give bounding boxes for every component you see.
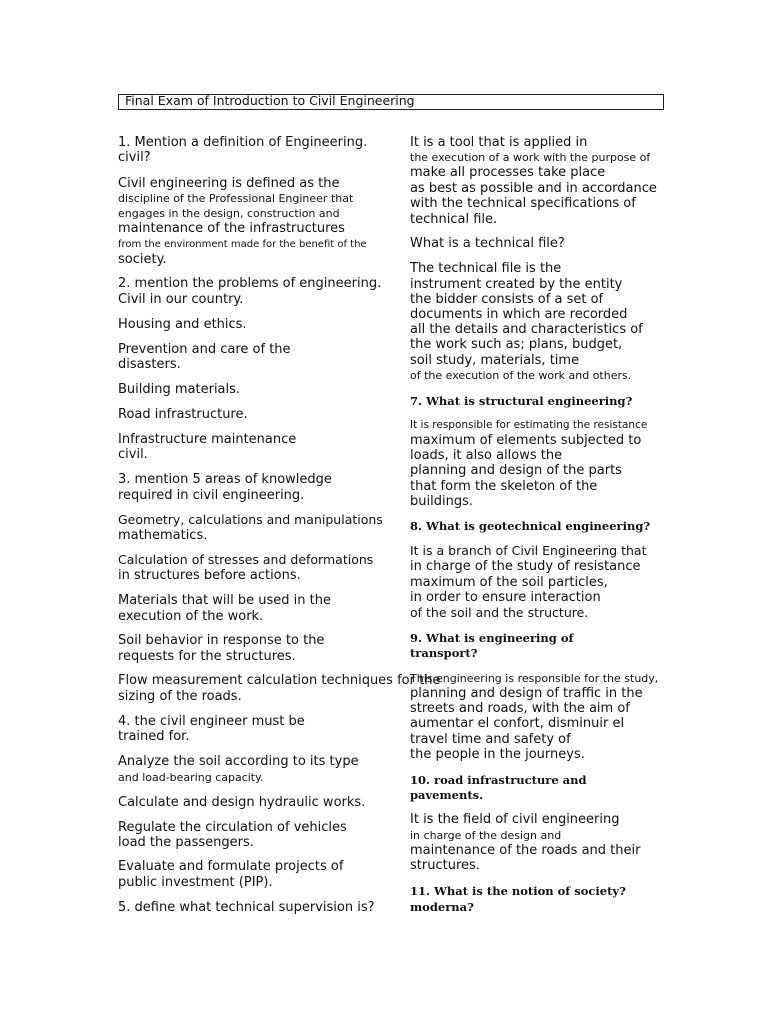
text-line: the bidder consists of a set of bbox=[410, 292, 604, 307]
text-line: Infrastructure maintenance bbox=[118, 432, 297, 447]
question-heading: moderna? bbox=[410, 900, 474, 914]
text-line: engages in the design, construction and bbox=[118, 207, 340, 220]
text-line: 4. the civil engineer must be bbox=[118, 714, 305, 729]
text-line: the execution of a work with the purpose of bbox=[410, 151, 651, 164]
text-line: instrument created by the entity bbox=[410, 277, 623, 292]
exam-title: Final Exam of Introduction to Civil Engineering bbox=[125, 93, 415, 108]
text-line: structures. bbox=[410, 858, 480, 873]
text-line: technical file. bbox=[410, 212, 498, 227]
text-line: What is a technical file? bbox=[410, 236, 565, 251]
question-heading: transport? bbox=[410, 646, 478, 660]
text-line: requests for the structures. bbox=[118, 649, 296, 664]
text-line: Road infrastructure. bbox=[118, 407, 248, 422]
text-line: make all processes take place bbox=[410, 165, 606, 180]
text-line: soil study, materials, time bbox=[410, 353, 580, 368]
question-heading: 7. What is structural engineering? bbox=[410, 394, 633, 408]
text-line: It is a branch of Civil Engineering that bbox=[410, 543, 647, 558]
text-line: planning and design of traffic in the bbox=[410, 686, 643, 701]
text-line: the people in the journeys. bbox=[410, 747, 585, 762]
text-line: Calculation of stresses and deformations bbox=[118, 552, 374, 567]
text-line: Evaluate and formulate projects of bbox=[118, 859, 344, 874]
text-line: Building materials. bbox=[118, 382, 241, 397]
text-line: in structures before actions. bbox=[118, 568, 301, 583]
text-line: Housing and ethics. bbox=[118, 317, 247, 332]
text-line: maximum of the soil particles, bbox=[410, 575, 608, 590]
text-line: Soil behavior in response to the bbox=[118, 633, 325, 648]
text-line: It is responsible for estimating the resistance bbox=[410, 419, 648, 431]
question-heading: 10. road infrastructure and bbox=[410, 773, 587, 787]
text-line: with the technical specifications of bbox=[410, 196, 636, 211]
text-line: in order to ensure interaction bbox=[410, 590, 601, 605]
text-line: society. bbox=[118, 252, 167, 267]
text-line: travel time and safety of bbox=[410, 732, 571, 747]
text-line: Geometry, calculations and manipulations bbox=[118, 512, 383, 527]
text-line: mathematics. bbox=[118, 528, 208, 543]
text-line: the work such as; plans, budget, bbox=[410, 337, 623, 352]
exam-title-box bbox=[118, 94, 664, 110]
text-line: 5. define what technical supervision is? bbox=[118, 900, 375, 915]
text-line: aumentar el confort, disminuir el bbox=[410, 716, 625, 731]
text-line: It is the field of civil engineering bbox=[410, 812, 620, 827]
text-line: maintenance of the infrastructures bbox=[118, 221, 345, 236]
text-line: maintenance of the roads and their bbox=[410, 843, 641, 858]
text-line: load the passengers. bbox=[118, 835, 254, 850]
text-line: execution of the work. bbox=[118, 609, 264, 624]
question-heading: 11. What is the notion of society? bbox=[410, 884, 626, 898]
text-line: trained for. bbox=[118, 729, 190, 744]
question-heading: pavements. bbox=[410, 788, 484, 802]
text-line: 2. mention the problems of engineering. bbox=[118, 276, 382, 291]
text-line: The technical file is the bbox=[410, 261, 562, 276]
text-line: Analyze the soil according to its type bbox=[118, 754, 359, 769]
text-line: as best as possible and in accordance bbox=[410, 181, 657, 196]
text-line: maximum of elements subjected to bbox=[410, 433, 642, 448]
text-line: Flow measurement calculation techniques for the bbox=[118, 673, 441, 688]
text-line: required in civil engineering. bbox=[118, 488, 305, 503]
text-line: Prevention and care of the bbox=[118, 342, 291, 357]
text-line: It is a tool that is applied in bbox=[410, 135, 588, 150]
text-line: streets and roads, with the aim of bbox=[410, 701, 630, 716]
text-line: all the details and characteristics of bbox=[410, 322, 643, 337]
text-line: Calculate and design hydraulic works. bbox=[118, 795, 366, 810]
text-line: Materials that will be used in the bbox=[118, 593, 331, 608]
text-line: from the environment made for the benefit of the bbox=[118, 239, 367, 250]
text-line: in charge of the design and bbox=[410, 829, 562, 842]
text-line: loads, it also allows the bbox=[410, 448, 563, 463]
text-line: Civil in our country. bbox=[118, 292, 244, 307]
text-line: documents in which are recorded bbox=[410, 307, 628, 322]
text-line: in charge of the study of resistance bbox=[410, 559, 641, 574]
question-heading: 9. What is engineering of bbox=[410, 631, 574, 645]
text-line: Regulate the circulation of vehicles bbox=[118, 820, 347, 835]
text-line: of the soil and the structure. bbox=[410, 605, 589, 620]
question-heading: 8. What is geotechnical engineering? bbox=[410, 519, 651, 533]
text-line: civil. bbox=[118, 447, 148, 462]
text-line: Civil engineering is defined as the bbox=[118, 176, 340, 191]
text-line: planning and design of the parts bbox=[410, 463, 622, 478]
text-line: and load-bearing capacity. bbox=[118, 771, 264, 784]
text-line: disasters. bbox=[118, 357, 181, 372]
text-line: 3. mention 5 areas of knowledge bbox=[118, 472, 332, 487]
text-line: of the execution of the work and others. bbox=[410, 369, 632, 382]
text-line: that form the skeleton of the bbox=[410, 479, 598, 494]
text-line: This engineering is responsible for the study, bbox=[410, 672, 659, 685]
text-line: 1. Mention a definition of Engineering. bbox=[118, 135, 368, 150]
text-line: civil? bbox=[118, 150, 151, 165]
text-line: buildings. bbox=[410, 494, 473, 509]
text-line: sizing of the roads. bbox=[118, 689, 242, 704]
text-line: public investment (PIP). bbox=[118, 875, 273, 890]
text-line: discipline of the Professional Engineer that bbox=[118, 192, 354, 205]
